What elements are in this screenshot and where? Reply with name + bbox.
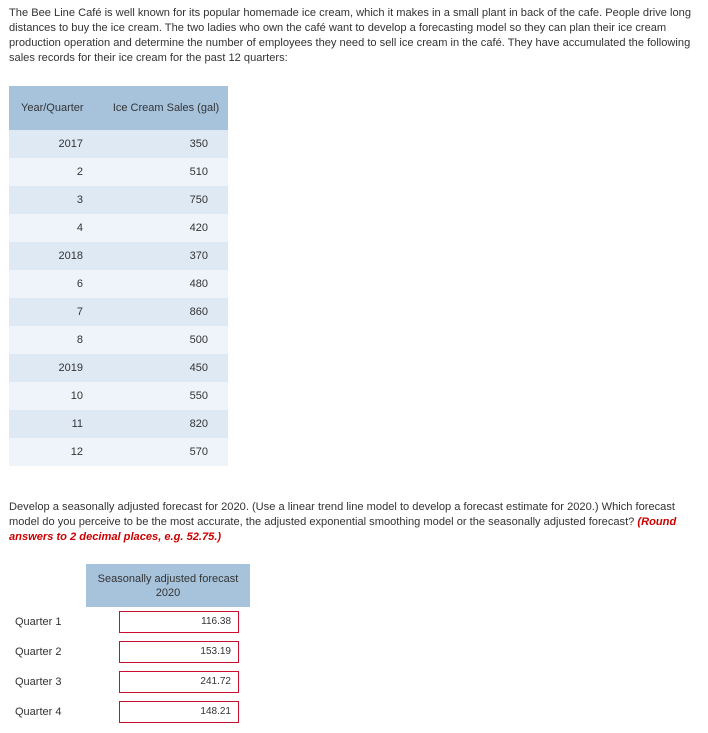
period-cell: 2019 [9,354,104,382]
table-row [9,270,228,298]
sales-cell: 550 [104,382,228,410]
problem-intro: The Bee Line Café is well known for its popular homemade ice cream, which it makes in a small plant in back of the cafe. People drive long distances to buy the ice cream. The two ladies who own the café want to develop a forecasting model so they can plan their ice cream production operation and determine the number of employees they need to sell ice cream in the café. They have accumulated the following sales records for their ice cream for the past 12 quarters: [9,7,691,64]
sales-table [9,86,228,466]
table-row [9,186,228,214]
quarter-2-forecast-input[interactable]: 153.19 [119,641,239,663]
quarter-1-forecast-input[interactable]: 116.38 [119,611,239,633]
forecast-row-quarter-4 [9,697,250,727]
forecast-row-quarter-2 [9,637,250,667]
period-cell: 4 [9,214,104,242]
period-cell: 6 [9,270,104,298]
period-cell: 2 [9,158,104,186]
year-quarter-header: Year/Quarter [9,86,104,130]
ice-cream-sales-header: Ice Cream Sales (gal) [104,86,228,130]
quarter-4-forecast-input[interactable]: 148.21 [119,701,239,723]
sales-cell: 420 [104,214,228,242]
period-cell: 12 [9,438,104,466]
table-row [9,158,228,186]
quarter-label: Quarter 1 [15,616,62,628]
table-row [9,326,228,354]
forecast-row-quarter-3 [9,667,250,697]
rounding-instruction: (Round answers to 2 decimal places, e.g. 52.75.) [9,516,677,543]
sales-cell: 820 [104,410,228,438]
question-text [9,500,699,545]
sales-cell: 450 [104,354,228,382]
quarter-label: Quarter 2 [15,646,62,658]
period-cell: 2017 [9,130,104,158]
period-cell: 7 [9,298,104,326]
table-row [9,130,228,158]
period-cell: 3 [9,186,104,214]
sales-cell: 350 [104,130,228,158]
period-cell: 11 [9,410,104,438]
sales-cell: 370 [104,242,228,270]
sales-cell: 570 [104,438,228,466]
sales-cell: 750 [104,186,228,214]
quarter-label: Quarter 4 [15,706,62,718]
table-row [9,382,228,410]
table-row [9,214,228,242]
table-row [9,410,228,438]
table-row [9,298,228,326]
table-row [9,242,228,270]
period-cell: 2018 [9,242,104,270]
table-row [9,438,228,466]
quarter-3-forecast-input[interactable]: 241.72 [119,671,239,693]
sales-cell: 510 [104,158,228,186]
period-cell: 8 [9,326,104,354]
sales-cell: 860 [104,298,228,326]
sales-cell: 500 [104,326,228,354]
forecast-table-header: Seasonally adjusted forecast 2020 [86,564,250,607]
forecast-row-quarter-1 [9,607,250,637]
quarter-label: Quarter 3 [15,676,62,688]
sales-cell: 480 [104,270,228,298]
period-cell: 10 [9,382,104,410]
table-row [9,354,228,382]
question-body: Develop a seasonally adjusted forecast for 2020. (Use a linear trend line model to develop a forecast estimate for 2020.) Which forecast model do you perceive to be the most accurate, the adjusted exponential smoothing model or the seasonally adjusted forecast? [9,501,675,528]
